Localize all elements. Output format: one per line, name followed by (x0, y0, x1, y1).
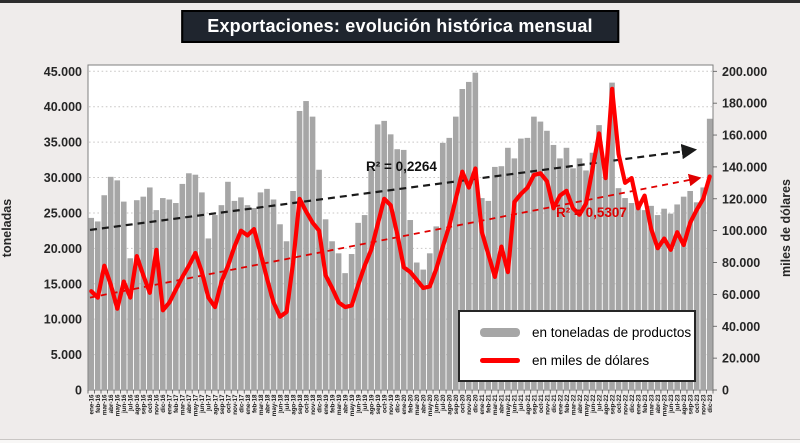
month-label: feb-16 (95, 394, 103, 414)
bar (193, 175, 199, 390)
month-label: nov-22 (622, 394, 630, 415)
bar (310, 117, 316, 390)
month-label: ene-23 (635, 394, 643, 415)
right-tick-label: 180.000 (722, 96, 768, 111)
month-label: jul-21 (518, 394, 526, 411)
month-label: dic-21 (550, 394, 558, 413)
month-label: ago-19 (368, 394, 376, 415)
bar (238, 197, 244, 390)
bar (297, 111, 303, 390)
month-label: dic-16 (160, 394, 168, 413)
bar (342, 273, 348, 390)
month-label: mar-16 (101, 394, 109, 416)
month-label: sep-20 (453, 394, 461, 415)
month-label: mar-21 (492, 394, 500, 416)
month-label: nov-20 (466, 394, 474, 415)
bar (316, 170, 322, 390)
left-tick-label: 20.000 (43, 241, 82, 256)
right-tick-label: 160.000 (722, 128, 768, 143)
month-label: dic-19 (394, 394, 402, 413)
month-label: may-20 (427, 394, 435, 417)
month-label: ago-23 (681, 394, 688, 415)
bar (88, 218, 94, 390)
month-label: jul-22 (596, 394, 604, 411)
right-tick-label: 100.000 (722, 224, 768, 239)
month-label: jun-16 (121, 394, 129, 414)
month-label: dic-22 (628, 394, 636, 413)
month-label: ago-17 (212, 394, 220, 415)
month-label: sep-17 (218, 394, 226, 415)
right-tick-label: 40.000 (722, 319, 761, 334)
bar (323, 219, 329, 390)
left-axis-title: toneladas (0, 198, 14, 258)
month-label: jun-20 (433, 394, 441, 414)
month-label: mar-20 (414, 394, 422, 416)
legend-label-dolares: en miles de dólares (532, 352, 650, 368)
month-label: abr-22 (576, 394, 584, 414)
bar (427, 253, 433, 390)
bar (329, 241, 335, 390)
bar (154, 210, 160, 390)
month-label: nov-17 (231, 394, 239, 415)
bar (700, 187, 706, 390)
month-label: abr-23 (655, 394, 662, 414)
month-label: mar-19 (336, 394, 343, 416)
month-label: feb-20 (407, 394, 415, 414)
legend-item-toneladas (480, 325, 694, 340)
month-label: oct-19 (381, 394, 389, 414)
month-label: mar-22 (570, 394, 578, 416)
month-label: jun-22 (589, 394, 597, 414)
bar (368, 168, 374, 390)
month-label: feb-17 (173, 394, 181, 414)
bar (206, 238, 212, 390)
month-label: ene-19 (322, 394, 330, 415)
month-label: nov-23 (700, 394, 708, 415)
month-label: jun-17 (199, 394, 207, 414)
month-label: dic-17 (238, 394, 246, 413)
month-label: may-23 (661, 394, 669, 417)
month-label: nov-16 (153, 394, 161, 415)
month-label: jun-21 (511, 394, 519, 414)
month-label: sep-22 (609, 394, 617, 415)
month-label: may-22 (583, 394, 591, 417)
bar (95, 221, 101, 390)
month-label: feb-19 (329, 394, 337, 414)
right-axis-tick-labels (722, 65, 767, 398)
month-label: sep-16 (140, 394, 148, 415)
month-label: jun-19 (355, 394, 363, 414)
left-tick-label: 25.000 (43, 206, 82, 221)
window-bottom-edge (0, 439, 800, 443)
month-label: feb-18 (251, 394, 259, 414)
right-tick-label: 60.000 (722, 287, 761, 302)
month-label: oct-18 (303, 394, 311, 414)
month-label: abr-17 (186, 394, 194, 414)
month-label: ago-20 (446, 394, 454, 415)
bar (199, 192, 205, 390)
bar (446, 138, 452, 390)
bar (355, 223, 361, 390)
month-label: feb-23 (641, 394, 649, 414)
month-label: dic-20 (472, 394, 480, 413)
right-tick-label: 120.000 (722, 192, 768, 207)
month-label: dic-18 (316, 394, 324, 413)
month-label: ago-22 (602, 394, 610, 415)
month-label: jul-18 (283, 394, 291, 411)
right-tick-label: 0 (722, 383, 729, 398)
month-label: sep-21 (531, 394, 539, 415)
bar (349, 254, 355, 390)
month-label: jul-17 (205, 394, 213, 411)
left-tick-label: 5.000 (50, 348, 82, 363)
bar (394, 149, 400, 390)
month-label: ago-21 (524, 394, 532, 415)
month-label: ene-21 (479, 394, 487, 415)
month-label: abr-20 (420, 394, 428, 414)
month-label: nov-18 (309, 394, 317, 415)
month-label: sep-18 (296, 394, 304, 415)
month-label: jul-19 (362, 394, 369, 411)
month-label: mar-17 (179, 394, 187, 416)
month-label: abr-19 (342, 394, 350, 414)
legend-item-dolares (480, 353, 694, 368)
x-axis-labels (89, 394, 714, 416)
month-label: ago-18 (290, 394, 298, 415)
month-label: sep-23 (687, 394, 695, 415)
legend-bar-swatch (480, 328, 520, 337)
month-label: abr-18 (264, 394, 272, 414)
month-label: nov-21 (544, 394, 552, 415)
month-label: sep-19 (375, 394, 382, 415)
month-label: ene-17 (166, 394, 174, 415)
bar (407, 220, 413, 390)
month-label: jul-20 (440, 394, 448, 411)
month-label: oct-20 (459, 394, 467, 414)
month-label: mar-23 (648, 394, 656, 416)
r2-annotation-dolares: R² = 0,5307 (556, 205, 627, 220)
month-label: jul-23 (674, 394, 682, 411)
bar (258, 192, 264, 390)
left-tick-label: 30.000 (43, 171, 82, 186)
month-label: oct-16 (147, 394, 155, 414)
month-label: ene-20 (401, 394, 409, 415)
bar (336, 253, 342, 390)
month-label: abr-21 (498, 394, 506, 414)
left-tick-label: 15.000 (43, 277, 82, 292)
bar (101, 195, 107, 390)
left-axis-tick-labels (44, 65, 82, 398)
month-label: abr-16 (108, 394, 116, 414)
bar (180, 184, 186, 390)
bar (140, 197, 146, 390)
month-label: may-19 (349, 394, 356, 417)
left-tick-label: 10.000 (43, 312, 82, 327)
month-label: nov-19 (388, 394, 395, 415)
month-label: oct-21 (537, 394, 545, 414)
bar (134, 200, 140, 390)
month-label: ago-16 (134, 394, 142, 415)
right-tick-label: 20.000 (722, 351, 761, 366)
r2-annotation-toneladas: R² = 0,2264 (366, 159, 437, 174)
left-tick-label: 35.000 (43, 135, 82, 150)
bar (362, 215, 368, 390)
bar (303, 101, 309, 390)
right-tick-label: 80.000 (722, 256, 761, 271)
month-label: oct-23 (694, 394, 701, 414)
month-label: oct-22 (615, 394, 623, 414)
month-label: ene-16 (88, 394, 96, 415)
bar (186, 173, 192, 390)
left-tick-label: 40.000 (43, 100, 82, 115)
bar (433, 226, 439, 390)
month-label: may-21 (505, 394, 513, 417)
bar (232, 201, 238, 390)
chart-title: Exportaciones: evolución histórica mensual (181, 10, 619, 43)
month-label: dic-23 (707, 394, 714, 413)
month-label: jun-18 (277, 394, 285, 414)
month-label: jul-16 (127, 394, 135, 411)
month-label: ene-18 (244, 394, 252, 415)
month-label: feb-21 (485, 394, 493, 414)
month-label: may-16 (114, 394, 122, 417)
right-axis-title: miles de dólares (779, 179, 793, 277)
month-label: jun-23 (668, 394, 675, 414)
month-label: mar-18 (257, 394, 265, 416)
right-tick-label: 140.000 (722, 160, 768, 175)
legend-label-toneladas: en toneladas de productos (532, 324, 692, 340)
left-tick-label: 0 (75, 383, 82, 398)
bar (114, 180, 120, 390)
bar (707, 119, 713, 390)
bar (440, 143, 446, 390)
legend-line-swatch (480, 358, 520, 363)
chart-legend (458, 310, 696, 382)
month-label: oct-17 (225, 394, 233, 414)
left-tick-label: 45.000 (43, 64, 82, 79)
bar (277, 224, 283, 390)
month-label: feb-22 (563, 394, 571, 414)
month-label: ene-22 (557, 394, 565, 415)
right-tick-label: 200.000 (722, 64, 768, 79)
month-label: may-17 (192, 394, 200, 417)
month-label: may-18 (270, 394, 278, 417)
